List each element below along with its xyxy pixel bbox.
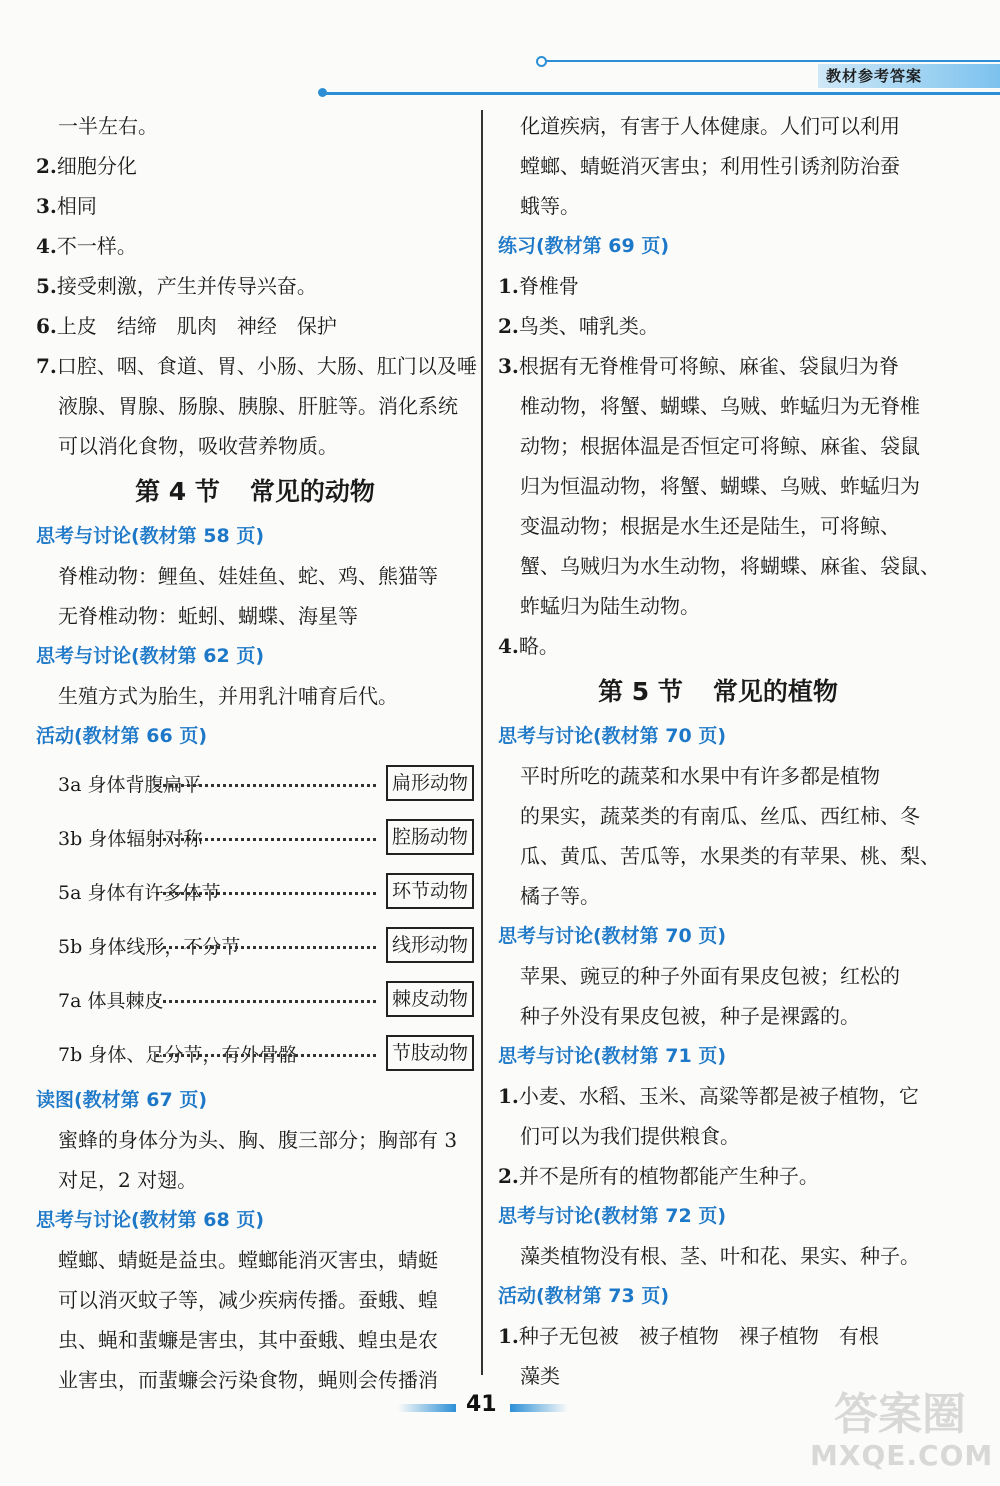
answer-number: 2.	[498, 1164, 519, 1188]
answer-number: 2.	[36, 154, 57, 178]
watermark-top: 答案圈	[834, 1389, 966, 1440]
key-code: 3a	[58, 773, 82, 796]
answer-number: 1.	[498, 274, 519, 298]
paragraph-line: 化道疾病，有害于人体健康。人们可以利用	[520, 114, 900, 138]
page-number: 41	[466, 1392, 497, 1417]
watermark-logo	[810, 1389, 994, 1480]
left-column	[36, 106, 477, 1400]
key-text: 身体、足分节，有外骨骼	[88, 1043, 298, 1066]
answer-line	[498, 1116, 938, 1156]
answer-number: 4.	[498, 634, 519, 658]
paragraph-line: 业害虫，而蜚蠊会污染食物，蝇则会传播消	[58, 1368, 438, 1392]
subheading: 读图(教材第 67 页)	[36, 1089, 208, 1111]
answer-line	[36, 186, 474, 226]
answer-text: 可以消化食物，吸收营养物质。	[58, 434, 338, 458]
answer-text: 根据有无脊椎骨可将鲸、麻雀、袋鼠归为脊	[518, 354, 899, 378]
paragraph-line: 脊椎动物：鲤鱼、娃娃鱼、蛇、鸡、熊猫等	[58, 564, 438, 588]
answer-text: 椎动物，将蟹、蝴蝶、乌贼、蚱蜢归为无脊椎	[520, 394, 920, 418]
paragraph-line: 橘子等。	[520, 884, 600, 908]
answer-text: 归为恒温动物，将蟹、蝴蝶、乌贼、蚱蜢归为	[520, 474, 920, 498]
answer-number: 7.	[36, 354, 57, 378]
answer-line	[498, 386, 938, 426]
answer-line	[36, 426, 474, 466]
subheading: 思考与讨论(教材第 58 页)	[36, 525, 265, 547]
key-answer-box: 节肢动物	[386, 1035, 474, 1071]
answer-text: 上皮 结缔 肌肉 神经 保护	[56, 314, 337, 338]
watermark-bottom: MXQE.COM	[810, 1439, 994, 1472]
answer-line	[498, 266, 938, 306]
answer-line	[498, 346, 938, 386]
answer-line	[36, 106, 474, 146]
header-rule	[322, 92, 1000, 95]
paragraph-line: 螳螂、蜻蜓消灭害虫；利用性引诱剂防治蚕	[520, 154, 900, 178]
key-text: 身体有许多体节	[87, 881, 221, 904]
key-code: 3b	[58, 827, 83, 850]
subheading: 活动(教材第 66 页)	[36, 725, 208, 747]
paragraph-line: 蛾等。	[520, 194, 580, 218]
answer-line	[36, 146, 474, 186]
key-text: 身体线形，不分节	[88, 935, 241, 958]
answer-number: 4.	[36, 234, 57, 258]
answer-line	[498, 1076, 938, 1116]
answer-number: 6.	[36, 314, 57, 338]
answer-number: 5.	[36, 274, 57, 298]
key-answer-box: 棘皮动物	[386, 981, 474, 1017]
section-number: 第 4 节	[135, 477, 220, 506]
answer-line	[498, 586, 938, 626]
section-title: 常见的动物	[249, 477, 375, 506]
answer-line	[36, 386, 474, 426]
answer-line	[36, 266, 474, 306]
paragraph-line: 平时所吃的蔬菜和水果中有许多都是植物	[520, 764, 880, 788]
subheading: 活动(教材第 73 页)	[498, 1285, 670, 1307]
answer-line	[36, 346, 477, 386]
answer-text: 接受刺激，产生并传导兴奋。	[56, 274, 317, 298]
answer-text: 相同	[56, 194, 97, 218]
header-title: 教材参考答案	[826, 67, 923, 85]
key-answer-box: 环节动物	[386, 873, 474, 909]
answer-text: 种子无包被 被子植物 裸子植物 有根	[518, 1324, 879, 1348]
paragraph-line: 对足，2 对翅。	[58, 1168, 198, 1192]
right-column	[498, 106, 938, 1396]
key-code: 5a	[58, 881, 82, 904]
subheading: 思考与讨论(教材第 68 页)	[36, 1209, 265, 1231]
answer-text: 们可以为我们提供粮食。	[520, 1124, 740, 1148]
header-rule-top	[540, 60, 1000, 62]
answer-text: 略。	[518, 634, 559, 658]
key-answer-box: 腔肠动物	[386, 819, 474, 855]
key-answer-box: 扁形动物	[386, 765, 474, 801]
answer-line	[36, 226, 474, 266]
paragraph-line: 虫、蝇和蜚蠊是害虫，其中蚕蛾、蝗虫是农	[58, 1328, 438, 1352]
subheading: 思考与讨论(教材第 70 页)	[498, 725, 727, 747]
subheading: 思考与讨论(教材第 71 页)	[498, 1045, 727, 1067]
answer-line	[498, 1316, 938, 1356]
answer-line	[498, 546, 938, 586]
answer-line	[498, 306, 938, 346]
paragraph-line: 无脊椎动物：蚯蚓、蝴蝶、海星等	[58, 604, 358, 628]
key-row	[36, 810, 474, 864]
subheading: 思考与讨论(教材第 72 页)	[498, 1205, 727, 1227]
section-title: 常见的植物	[712, 677, 838, 706]
answer-text: 一半左右。	[58, 114, 158, 138]
answer-text: 脊椎骨	[518, 274, 579, 298]
paragraph-line: 可以消灭蚊子等，减少疾病传播。蚕蛾、蝗	[58, 1288, 438, 1312]
answer-text: 变温动物；根据是水生还是陆生，可将鲸、	[520, 514, 900, 538]
answer-line	[498, 626, 938, 666]
key-row	[36, 1026, 474, 1080]
answer-text: 细胞分化	[56, 154, 137, 178]
answer-text: 液腺、胃腺、肠腺、胰腺、肝脏等。消化系统	[58, 394, 458, 418]
answer-line	[498, 426, 938, 466]
paragraph-line: 瓜、黄瓜、苦瓜等，水果类的有苹果、桃、梨、	[520, 844, 940, 868]
answer-text: 蟹、乌贼归为水生动物，将蝴蝶、麻雀、袋鼠、	[520, 554, 940, 578]
answer-text: 小麦、水稻、玉米、高粱等都是被子植物，它	[518, 1084, 919, 1108]
paragraph-line: 生殖方式为胎生，并用乳汁哺育后代。	[58, 684, 398, 708]
answer-text: 不一样。	[56, 234, 137, 258]
section-heading-5	[498, 668, 938, 716]
paragraph-line: 种子外没有果皮包被，种子是裸露的。	[520, 1004, 860, 1028]
footer-bar-right	[510, 1404, 568, 1412]
answer-line	[498, 466, 938, 506]
paragraph-line: 藻类植物没有根、茎、叶和花、果实、种子。	[520, 1244, 920, 1268]
answer-number: 3.	[36, 194, 57, 218]
key-row	[36, 756, 474, 810]
answer-text: 蚱蜢归为陆生动物。	[520, 594, 700, 618]
subheading: 思考与讨论(教材第 70 页)	[498, 925, 727, 947]
answer-number: 1.	[498, 1324, 519, 1348]
left-answers-list	[36, 106, 477, 466]
answer-number: 2.	[498, 314, 519, 338]
paragraph-line: 蜜蜂的身体分为头、胸、腹三部分；胸部有 3	[58, 1128, 458, 1152]
paragraph-line: 的果实，蔬菜类的有南瓜、丝瓜、西红柿、冬	[520, 804, 920, 828]
answer-line	[498, 1156, 938, 1196]
answer-line	[498, 506, 938, 546]
key-code: 7a	[58, 989, 82, 1012]
header-rule-dot	[536, 56, 547, 67]
header-rule-dot-left	[318, 88, 327, 97]
answer-line	[36, 306, 474, 346]
section-number: 第 5 节	[598, 677, 683, 706]
answer-number: 3.	[498, 354, 519, 378]
answer-text: 藻类	[520, 1364, 560, 1388]
key-text: 身体背腹扁平	[87, 773, 202, 796]
answer-text: 并不是所有的植物都能产生种子。	[518, 1164, 819, 1188]
key-code: 5b	[58, 935, 83, 958]
column-divider	[481, 110, 483, 1375]
paragraph-line: 螳螂、蜻蜓是益虫。螳螂能消灭害虫，蜻蜓	[58, 1248, 438, 1272]
classification-key	[36, 756, 474, 1080]
answer-text: 口腔、咽、食道、胃、小肠、大肠、肛门以及唾	[56, 354, 477, 378]
key-text: 体具棘皮	[87, 989, 164, 1012]
key-row	[36, 918, 474, 972]
section-heading-4	[36, 468, 474, 516]
key-code: 7b	[58, 1043, 83, 1066]
answer-text: 动物；根据体温是否恒定可将鲸、麻雀、袋鼠	[520, 434, 920, 458]
subheading: 思考与讨论(教材第 62 页)	[36, 645, 265, 667]
answer-number: 1.	[498, 1084, 519, 1108]
answer-text: 鸟类、哺乳类。	[518, 314, 659, 338]
key-row	[36, 972, 474, 1026]
key-row	[36, 864, 474, 918]
footer-bar-left	[398, 1404, 456, 1412]
subheading: 练习(教材第 69 页)	[498, 235, 670, 257]
key-text: 身体辐射对称	[88, 827, 203, 850]
paragraph-line: 苹果、豌豆的种子外面有果皮包被；红松的	[520, 964, 900, 988]
key-answer-box: 线形动物	[386, 927, 474, 963]
